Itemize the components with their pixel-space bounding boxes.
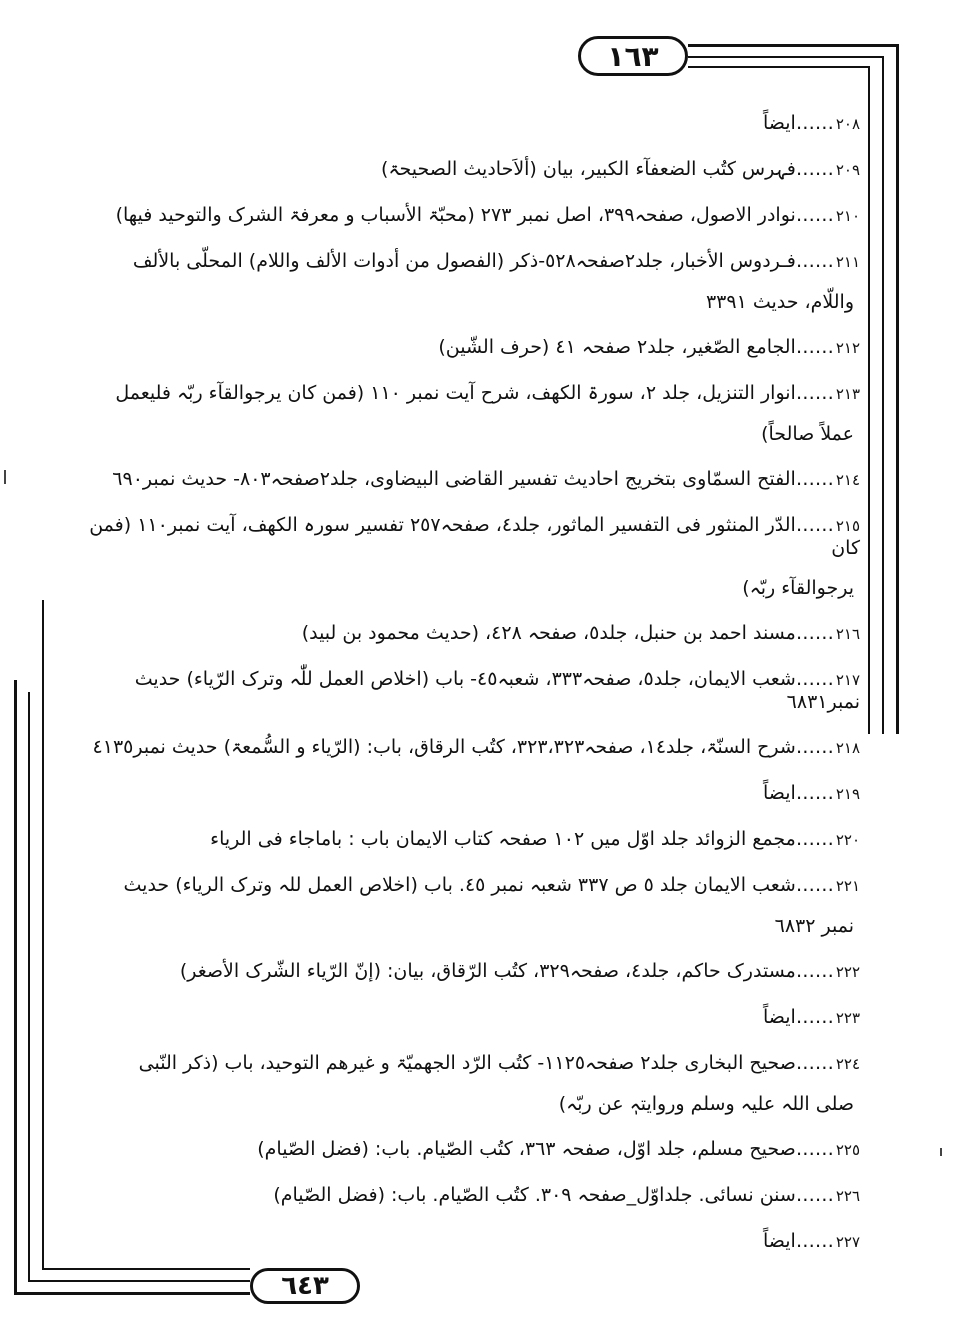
entry-dots: …… <box>795 1184 834 1206</box>
entry-text: ایضاً <box>762 112 796 134</box>
entry-text: شعب الایمان، جلد٥، صفحہ٣٣٣، شعبہ٤٥- باب (اخلاص العمل للّٰہ وترک الرّیاء) حدیث نمبر٦٨٣١ <box>134 668 860 713</box>
page-number-footer-text: ٦٤٣ <box>281 1271 329 1301</box>
reference-entry <box>80 960 860 983</box>
frame-top-line-inner <box>688 66 870 68</box>
reference-list <box>80 112 860 1276</box>
entry-text: مسند احمد بن حنبل، جلد٥، صفحہ ٤٢٨، (حدیث محمود بن لبید) <box>301 622 796 644</box>
frame-bottom-line-mid <box>28 1280 250 1282</box>
reference-entry <box>80 622 860 645</box>
page-number-header <box>578 36 688 76</box>
reference-entry <box>80 736 860 759</box>
frame-left-line-outer <box>14 680 17 1294</box>
entry-dots: …… <box>795 468 834 490</box>
entry-dots: …… <box>795 960 834 982</box>
reference-entry <box>80 250 860 313</box>
reference-entry <box>80 382 860 445</box>
entry-number: ٢١٦ <box>835 625 860 643</box>
entry-number: ٢٢٧ <box>835 1233 860 1251</box>
entry-dots: …… <box>795 158 834 180</box>
reference-entry <box>80 668 860 713</box>
entry-number: ٢١٩ <box>835 785 860 803</box>
entry-dots: …… <box>795 874 834 896</box>
entry-dots: …… <box>795 622 834 644</box>
entry-number: ٢١٨ <box>835 739 860 757</box>
entry-text-continuation: صلی اللہ علیہ وسلم وروایتہٖ عن ربّہ) <box>558 1093 854 1115</box>
entry-dots: …… <box>795 1052 834 1074</box>
reference-entry <box>80 1184 860 1207</box>
frame-bottom-line-outer <box>14 1292 250 1295</box>
entry-number: ٢١٢ <box>835 339 860 357</box>
page-number-footer <box>250 1268 360 1304</box>
reference-entry <box>80 874 860 937</box>
entry-dots: …… <box>795 736 834 758</box>
reference-entry <box>80 828 860 851</box>
reference-entry <box>80 782 860 805</box>
entry-dots: …… <box>795 112 834 134</box>
entry-dots: …… <box>795 250 834 272</box>
entry-number: ٢١٣ <box>835 385 860 403</box>
entry-text: ایضاً <box>762 1230 796 1252</box>
entry-number: ٢٠٩ <box>835 161 860 179</box>
entry-dots: …… <box>795 668 834 690</box>
entry-number: ٢٢٦ <box>835 1187 860 1205</box>
entry-number: ٢٠٨ <box>835 115 860 133</box>
entry-number: ٢٢٤ <box>835 1055 860 1073</box>
entry-text-continuation: عملاً صالحاً) <box>761 423 854 445</box>
reference-entry <box>80 112 860 135</box>
reference-entry <box>80 514 860 599</box>
reference-entry <box>80 336 860 359</box>
frame-right-line-outer <box>896 44 899 734</box>
entry-text-continuation: واللّام، حدیث ٣٣٩١ <box>705 291 854 313</box>
entry-number: ٢٢٢ <box>835 963 860 981</box>
entry-text: صحیح البخاری جلد٢ صفحہ١١٢٥- کتُب الرّد الجھمیّۃ و غیرھم التوحید، باب (ذکر النّبی <box>138 1052 796 1074</box>
entry-dots: …… <box>795 1138 834 1160</box>
frame-left-line-inner <box>42 600 44 1268</box>
entry-text: ایضاً <box>762 1006 796 1028</box>
entry-number: ٢١١ <box>835 253 860 271</box>
entry-dots: …… <box>795 204 834 226</box>
scan-mark-right <box>940 1148 942 1156</box>
frame-right-line-inner <box>868 66 870 734</box>
frame-right-line-mid <box>882 56 884 734</box>
entry-text: مجمع الزوائد جلد اوّل میں ١٠٢ صفحہ کتاب الایمان باب : باماجاء فی الریاء <box>210 828 796 850</box>
entry-text: فـردوس الأخبار، جلد٢صفحہ٥٢٨-ذکر (الفصول من أدوات الألف واللام) المحلّی بالألف <box>132 250 796 272</box>
entry-text: الدّر المنثور فی التفسیر الماثور، جلد٤، صفحہ٢٥٧ تفسیر سورہ الکھف، آیت نمبر١١٠ (فمن کان <box>89 514 860 559</box>
reference-entry <box>80 1052 860 1115</box>
entry-text: ایضاً <box>762 782 796 804</box>
entry-text: انوار التنزیل، جلد ٢، سورۃ الکھف، شرح آیت نمبر ١١٠ (فمن کان یرجوالقآء ربّہ فلیعمل <box>115 382 796 404</box>
entry-number: ٢١٥ <box>835 517 860 535</box>
entry-text: الفتح السمّاوی بتخریج احادیث تفسیر القاضی البیضاوی، جلد٢صفحہ٨٠٣- حدیث نمبر٦٩٠ <box>112 468 796 490</box>
page-number-header-text: ١٦٣ <box>607 39 659 73</box>
entry-number: ٢٢١ <box>835 877 860 895</box>
reference-entry <box>80 204 860 227</box>
reference-entry <box>80 1006 860 1029</box>
entry-dots: …… <box>795 828 834 850</box>
entry-dots: …… <box>795 782 834 804</box>
entry-text-continuation: نمبر ٦٨٣٢ <box>774 915 854 937</box>
entry-text: شعب الایمان جلد ٥ ص ٣٣٧ شعبہ نمبر ٤٥. باب (اخلاص العمل للہ وترک الریاء) حدیث <box>123 874 796 896</box>
frame-top-line-outer <box>688 44 898 47</box>
entry-dots: …… <box>795 1230 834 1252</box>
entry-dots: …… <box>795 382 834 404</box>
entry-text-continuation: یرجوالقآء ربّہ) <box>742 577 854 599</box>
reference-entry <box>80 468 860 491</box>
entry-text: مستدرک حاکم، جلد٤، صفحہ٣٢٩، کتُب الرّقاق، بیان: (إنّ الرّیاء الشّرک الأصغر) <box>179 960 796 982</box>
entry-dots: …… <box>795 514 834 536</box>
entry-text: صحیح مسلم، جلد اوّل، صفحہ ٣٦٣، کتُب الصّیام. باب: (فضل الصّیام) <box>257 1138 796 1160</box>
entry-number: ٢٢٥ <box>835 1141 860 1159</box>
reference-entry <box>80 1230 860 1253</box>
frame-top-line-mid <box>688 56 884 58</box>
entry-number: ٢١٧ <box>835 671 860 689</box>
entry-dots: …… <box>795 1006 834 1028</box>
entry-number: ٢٢٣ <box>835 1009 860 1027</box>
entry-number: ٢١٠ <box>835 207 860 225</box>
reference-entry <box>80 1138 860 1161</box>
entry-text: شرح السنّۃ، جلد١٤، صفحہ٣٢٣،٣٢٣، کتُب الرقاق، باب: (الرّیاء و السُّمعۃ) حدیث نمبر٤١٣٥ <box>92 736 796 758</box>
frame-left-line-mid <box>28 692 30 1282</box>
entry-text: فہرس کتُب الضعفآء الکبیر، بیان (ألاَحادیث الصحیحۃ) <box>380 158 796 180</box>
entry-dots: …… <box>795 336 834 358</box>
scan-mark-left <box>4 470 6 484</box>
reference-entry <box>80 158 860 181</box>
entry-text: نوادر الاصول، صفحہ٣٩٩، اصل نمبر ٢٧٣ (محبّۃ الأسباب و معرفۃ الشرک والتوحید فیھا) <box>115 204 796 226</box>
entry-number: ٢٢٠ <box>835 831 860 849</box>
entry-text: سنن نسائی. جلداوّل_صفحہ ٣٠٩. کتُب الصّیام. باب: (فضل الصّیام) <box>273 1184 796 1206</box>
entry-number: ٢١٤ <box>835 471 860 489</box>
entry-text: الجامع الصّغیر، جلد٢ صفحہ ٤١ (حرف الشّین) <box>438 336 796 358</box>
